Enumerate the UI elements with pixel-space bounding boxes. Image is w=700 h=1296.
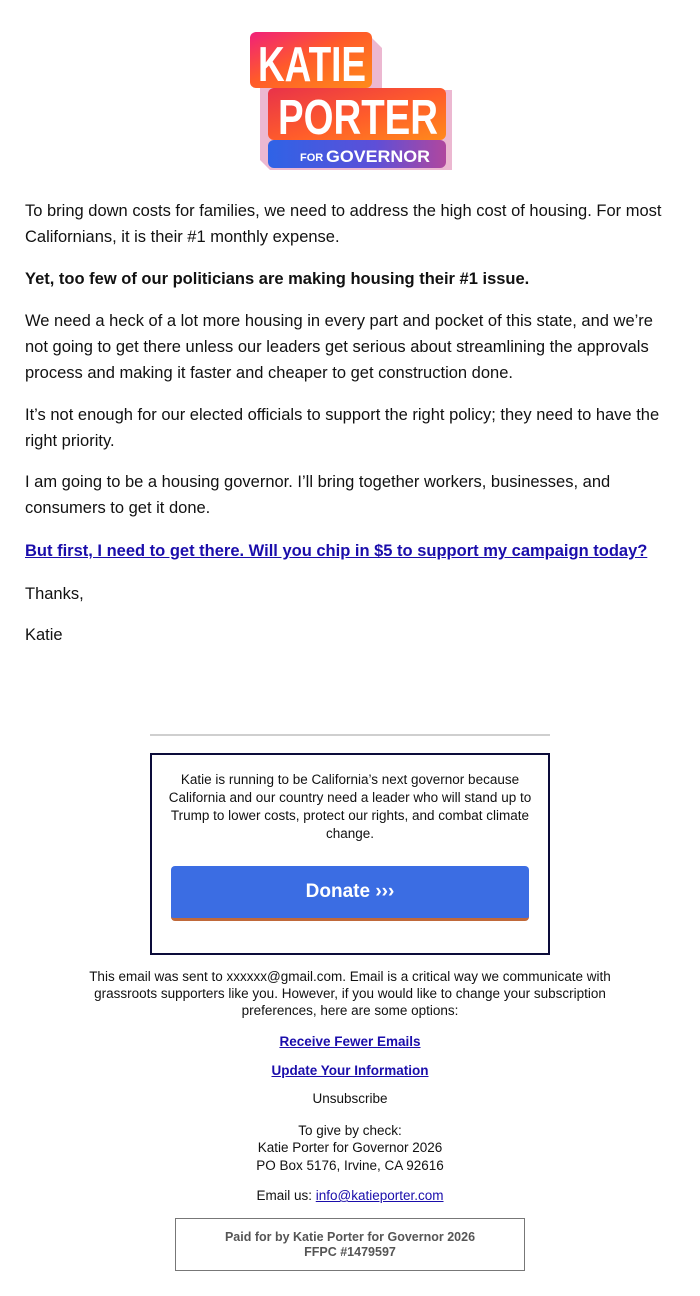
paragraph-housing-costs: To bring down costs for families, we need to address the high cost of housing. For most Californians, it is their #1 monthly expense.	[25, 202, 662, 246]
paid-for-box	[175, 1218, 525, 1271]
paragraph-right-priority: It’s not enough for our elected officials to support the right policy; they need to have the right priority.	[25, 406, 660, 450]
check-payee: Katie Porter for Governor 2026	[257, 1140, 443, 1155]
logo-line2: PORTER	[278, 91, 438, 145]
logo-line3-small: FOR	[300, 152, 324, 164]
donate-button[interactable]: Donate ›››	[171, 866, 529, 921]
paragraph-more-housing: We need a heck of a lot more housing in every part and pocket of this state, and we’re not going to get there unless our leaders get serious about streamlining the approvals process and making it faster and cheaper to get construction done.	[25, 312, 653, 382]
email-us-label: Email us:	[256, 1188, 316, 1203]
logo-line1: KATIE	[258, 38, 366, 92]
paragraph-politicians: Yet, too few of our politicians are making housing their #1 issue.	[25, 270, 530, 288]
katie-porter-logo	[248, 30, 452, 172]
signoff: Thanks,	[25, 585, 84, 603]
check-heading: To give by check:	[298, 1123, 402, 1138]
paid-for-line: Paid for by Katie Porter for Governor 2026	[224, 1230, 476, 1244]
signature: Katie	[25, 626, 63, 644]
receive-fewer-emails-link[interactable]: Receive Fewer Emails	[279, 1034, 421, 1049]
email-us	[60, 1187, 640, 1204]
paragraph-housing-governor: I am going to be a housing governor. I’ll bring together workers, businesses, and consumers to get it done.	[25, 473, 611, 517]
ffpc-number: FFPC #1479597	[304, 1245, 396, 1259]
donate-box	[150, 753, 550, 955]
check-address: PO Box 5176, Irvine, CA 92616	[256, 1158, 444, 1173]
donate-box-text: Katie is running to be California’s next governor because California and our country need a leader who will stand up to Trump to lower costs, protect our rights, and combat climate change.	[168, 772, 532, 841]
footer-notice: This email was sent to xxxxxx@gmail.com. Email is a critical way we communicate with grassroots supporters like you. However, if you would like to change your subscription preferences, here are some options:	[89, 969, 611, 1018]
chip-in-link[interactable]: But first, I need to get there. Will you chip in $5 to support my campaign today?	[25, 542, 648, 560]
divider	[150, 734, 550, 736]
update-information-link[interactable]: Update Your Information	[271, 1063, 429, 1078]
email-address-link[interactable]: info@katieporter.com	[315, 1188, 444, 1203]
logo-line3-big: GOVERNOR	[326, 147, 430, 166]
unsubscribe-link[interactable]: Unsubscribe	[312, 1091, 388, 1106]
